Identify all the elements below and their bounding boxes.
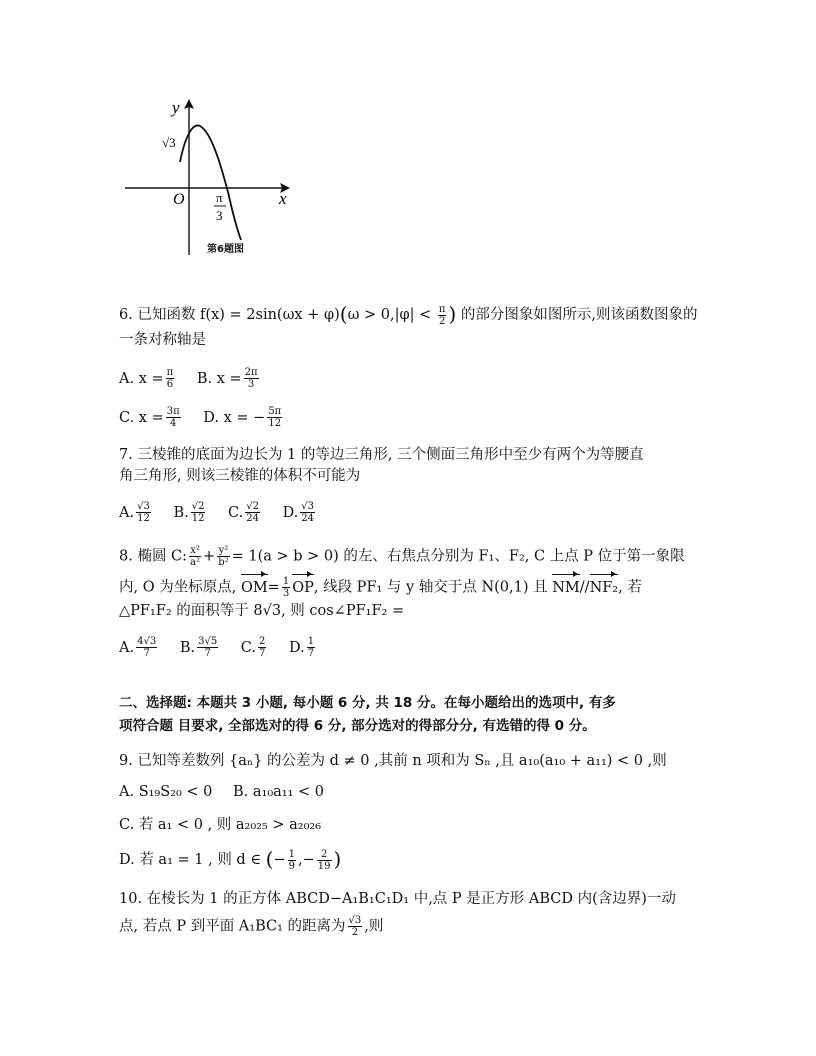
q9-option-c: C. 若 a₁ < 0 , 则 a₂₀₂₅ > a₂₀₂₆ [119, 817, 322, 833]
q8-plus: + [203, 548, 216, 565]
x-tick-numerator: π [216, 190, 223, 205]
q6-line2: 一条对称轴是 [119, 332, 206, 348]
q8-eq: = [267, 579, 280, 596]
q9-interval-right: $\frac{2}{19}$ [317, 848, 331, 872]
q8-option-d: D. $\frac{1}{7}$ [288, 636, 315, 659]
q6-options-ab [119, 367, 261, 390]
q9-option-a-b [119, 781, 324, 803]
y-axis-label: y [172, 98, 180, 117]
q8-option-b: B. $\frac{3√5}{7}$ [179, 636, 218, 659]
q6-option-d: D. x = − $\frac{5\pi}{12}$ [203, 406, 282, 429]
q6-stem-c: 的部分图象如图所示,则该函数图象的 [460, 307, 698, 323]
q6-options-cd [119, 406, 284, 429]
q9-option-d-stem: D. 若 a₁ = 1 , 则 d ∈ [119, 852, 262, 868]
q8-line2 [119, 576, 642, 599]
q6-paren-close: ) [448, 302, 457, 326]
q6-phi-fraction: $\frac{\pi}{2}$ [438, 303, 446, 327]
q8-stem-b: = 1(a > b > 0) 的左、右焦点分别为 F₁、F₂, C 上点 P 位于第一象限 [231, 548, 685, 565]
q10-line1: 10. 在棱长为 1 的正方体 ABCD−A₁B₁C₁D₁ 中,点 P 是正方形 ABCD 内(含边界)一动 [119, 891, 676, 907]
q8-y-fraction: $\frac{\text{y²}}{\text{b²}}$ [218, 545, 229, 568]
vector-op: OP [292, 577, 314, 599]
q8-stem-d: , 线段 PF₁ 与 y 轴交于点 N(0,1) 且 [313, 579, 548, 596]
q10-distance-fraction: $\frac{√3}{2}$ [348, 915, 362, 938]
q7-option-a: A. $\frac{√3}{12}$ [119, 501, 150, 524]
function-graph-figure [118, 92, 298, 262]
vector-nf2: NF₂ [590, 577, 619, 599]
q8-third-fraction: $\frac{1}{3}$ [282, 576, 290, 599]
q6-line1 [119, 303, 698, 327]
q7-option-b: B. $\frac{√2}{12}$ [173, 501, 205, 524]
q9-option-b: B. a₁₀a₁₁ < 0 [233, 784, 325, 800]
y-intercept-label: √3 [162, 135, 176, 150]
q6-option-c: C. x = $\frac{3\pi}{4}$ [119, 406, 180, 429]
section2-heading-line1: 二、选择题: 本题共 3 小题, 每小题 6 分, 共 18 分。在每小题给出的选项中, 有多 [119, 695, 616, 711]
q8-option-a: A. $\frac{4√3}{7}$ [119, 636, 157, 659]
x-tick-denominator: 3 [216, 208, 223, 223]
q10-stem-a: 点, 若点 P 到平面 A₁BC₁ 的距离为 [119, 918, 346, 935]
q6-paren-open: ( [339, 302, 348, 326]
q8-stem-c: 内, O 为坐标原点, [119, 579, 237, 596]
q6-option-a: A. x = $\frac{\pi}{6}$ [119, 367, 174, 390]
section2-heading-line2: 项符合题 目要求, 全部选对的得 6 分, 部分选对的得部分分, 有选错的得 0 分。 [119, 718, 596, 734]
q9-line1: 9. 已知等差数列 {aₙ} 的公差为 d ≠ 0 ,其前 n 项和为 Sₙ ,且 a₁₀(a₁₀ + a₁₁) < 0 ,则 [119, 753, 667, 769]
origin-label: O [173, 191, 185, 208]
vector-nm: NM [552, 577, 580, 599]
q9-interval-open: ( [265, 847, 274, 871]
q6-stem-b: ω > 0,|φ| < [347, 307, 432, 323]
q7-option-d: D. $\frac{√3}{24}$ [282, 501, 315, 524]
q8-parallel: // [579, 579, 590, 596]
q10-stem-b: ,则 [364, 918, 384, 935]
vector-om: OM [241, 577, 268, 599]
q7-line2: 角三角形, 则该三棱锥的体积不可能为 [119, 468, 361, 484]
q8-option-c: C. $\frac{2}{7}$ [240, 636, 266, 659]
q10-line2 [119, 915, 383, 938]
q7-line1: 7. 三棱锥的底面为边长为 1 的等边三角形, 三个侧面三角形中至少有两个为等腰直 [119, 447, 644, 463]
q8-line3: △PF₁F₂ 的面积等于 8√3, 则 cos∠PF₁F₂ = [119, 603, 405, 619]
figure-caption: 第6题图 [207, 244, 244, 255]
q6-option-b: B. x = $\frac{2\pi}{3}$ [196, 367, 258, 390]
q9-interval-close: ) [333, 847, 342, 871]
q9-interval-left: $\frac{1}{9}$ [288, 848, 296, 872]
q8-stem-e: , 若 [618, 579, 642, 596]
q7-options [119, 501, 317, 524]
q8-line1 [119, 545, 685, 568]
q9-option-d: D. 若 a₁ = 1 , 则 d ∈ (− $\frac{1}{9}$ ,− $\frac{2}{19}$ ) [119, 847, 342, 872]
q8-x-fraction: $\frac{\text{x²}}{\text{a²}}$ [190, 545, 201, 568]
q9-option-a: A. S₁₉S₂₀ < 0 [119, 784, 213, 800]
q8-options [119, 636, 317, 659]
q6-stem-a: 6. 已知函数 f(x) = 2sin(ωx + φ) [119, 307, 340, 323]
x-axis-label: x [279, 189, 287, 208]
q7-option-c: C. $\frac{√2}{24}$ [228, 501, 259, 524]
q8-stem-a: 8. 椭圆 C: [119, 548, 188, 565]
